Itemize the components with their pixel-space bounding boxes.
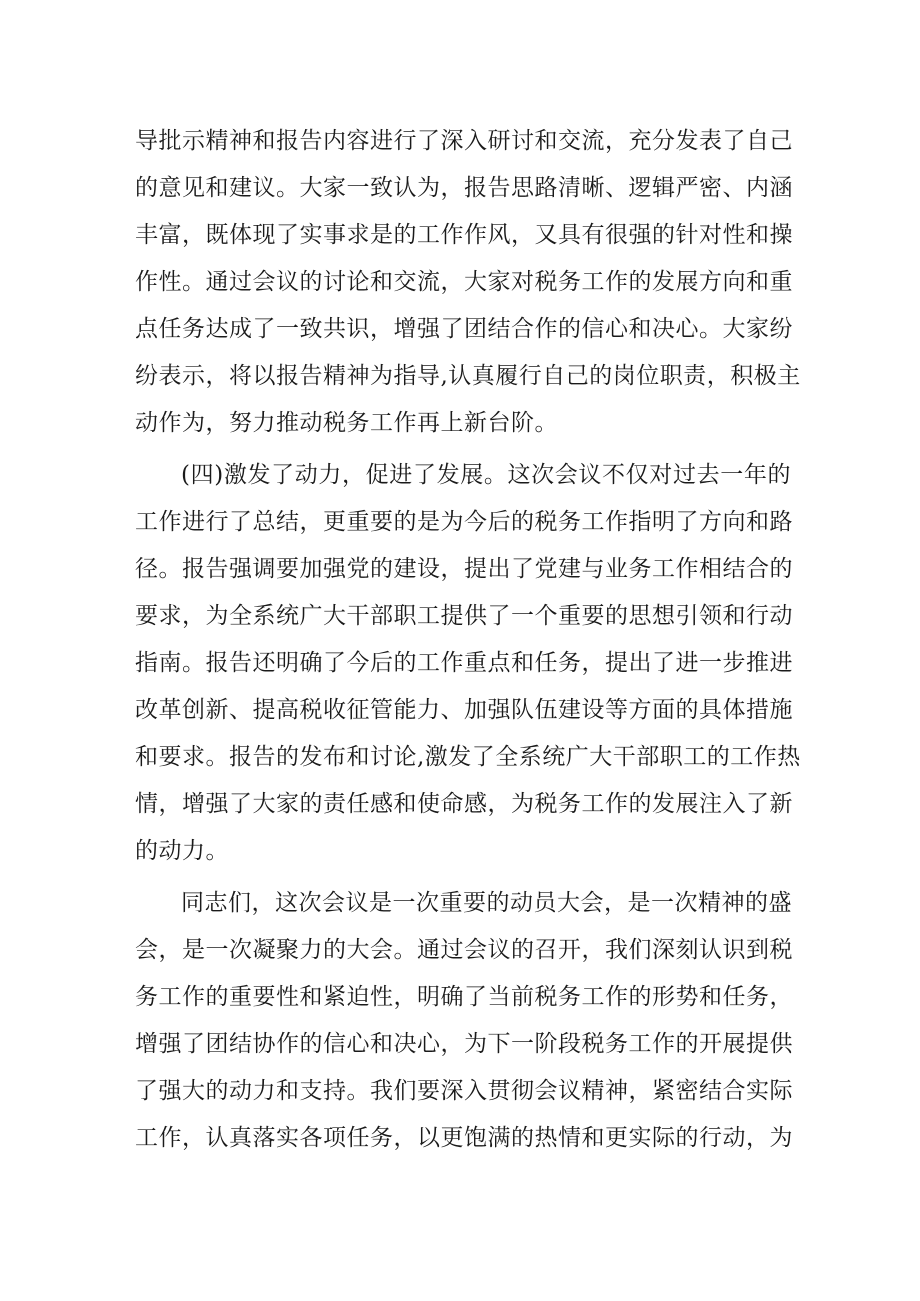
text-line: 纷表示，将以报告精神为指导,认真履行自己的岗位职责，积极主 [135, 363, 801, 389]
document-body [135, 118, 801, 1162]
text-line: 作性。通过会议的讨论和交流，大家对税务工作的发展方向和重 [135, 269, 793, 295]
text-line: 同志们，这次会议是一次重要的动员大会，是一次精神的盛 [181, 890, 792, 916]
text-line: 会，是一次凝聚力的大会。通过会议的召开，我们深刻认识到税 [135, 937, 793, 963]
text-line: 要求，为全系统广大干部职工提供了一个重要的思想引领和行动 [135, 603, 793, 629]
text-line: 点任务达成了一致共识，增强了团结合作的信心和决心。大家纷 [135, 316, 793, 342]
text-line: 情，增强了大家的责任感和使命感，为税务工作的发展注入了新 [135, 791, 793, 817]
text-line: 径。报告强调要加强党的建设，提出了党建与业务工作相结合的 [135, 556, 793, 582]
text-line: 丰富，既体现了实事求是的工作作风，又具有很强的针对性和操 [135, 222, 793, 248]
text-line: 动作为，努力推动税务工作再上新台阶。 [135, 410, 558, 436]
text-line: 和要求。报告的发布和讨论,激发了全系统广大干部职工的工作热 [135, 744, 801, 770]
text-line: 工作进行了总结，更重要的是为今后的税务工作指明了方向和路 [135, 509, 793, 535]
paragraph-section-four [135, 452, 801, 875]
text-line: 了强大的动力和支持。我们要深入贯彻会议精神，紧密结合实际 [135, 1078, 793, 1104]
text-line: 的意见和建议。大家一致认为，报告思路清晰、逻辑严密、内涵 [135, 175, 793, 201]
text-line: 务工作的重要性和紧迫性，明确了当前税务工作的形势和任务， [135, 984, 793, 1010]
text-line: 工作，认真落实各项任务，以更饱满的热情和更实际的行动，为 [135, 1125, 793, 1151]
text-line: 指南。报告还明确了今后的工作重点和任务，提出了进一步推进 [135, 650, 793, 676]
paragraph-discussion [135, 118, 801, 447]
text-line: 改革创新、提高税收征管能力、加强队伍建设等方面的具体措施 [135, 697, 793, 723]
section-heading-line: (四)激发了动力，促进了发展。这次会议不仅对过去一年的 [181, 462, 791, 488]
text-line: 增强了团结协作的信心和决心，为下一阶段税务工作的开展提供 [135, 1031, 793, 1057]
paragraph-closing [135, 880, 791, 1162]
text-line: 的动力。 [135, 838, 229, 864]
text-line: 导批示精神和报告内容进行了深入研讨和交流，充分发表了自己 [135, 128, 793, 154]
